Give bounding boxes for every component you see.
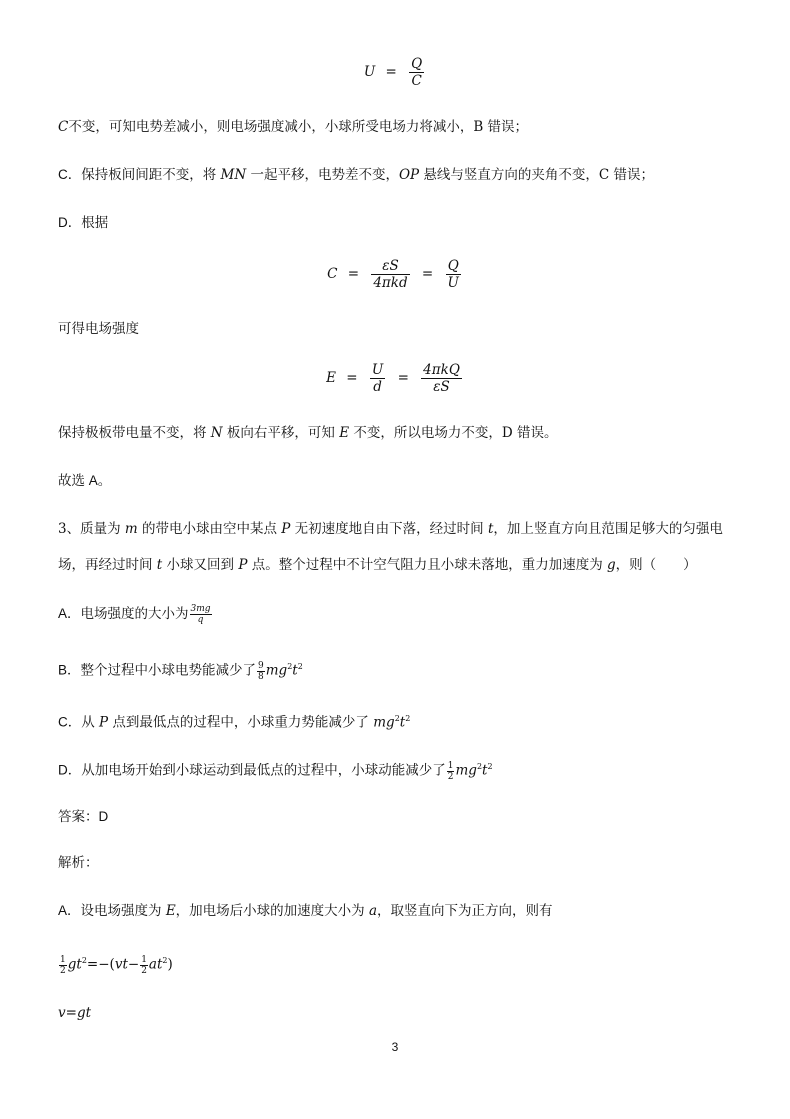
equation-capacitance <box>0 258 790 291</box>
fraction <box>446 258 461 291</box>
var-p: P <box>238 557 248 573</box>
equals-sign: = <box>346 370 358 386</box>
numerator: εS <box>371 258 409 275</box>
text: 的带电小球由空中某点 <box>137 521 282 537</box>
label: C． <box>58 714 82 730</box>
numerator: 1 <box>60 954 66 965</box>
numerator: 1 <box>447 760 454 771</box>
text: ，加电场后小球的加速度大小为 <box>175 903 369 919</box>
question-3-line-1 <box>58 520 723 538</box>
term: mg <box>265 662 288 679</box>
var-c: C <box>58 119 69 135</box>
text: 不变，可知电势差减小，则电场强度减小，小球所受电场力将减小，B 错误； <box>68 119 529 135</box>
label: B． <box>58 662 81 678</box>
var-t: t <box>487 521 494 537</box>
numerator: 3mg <box>190 604 211 614</box>
denominator: 2 <box>447 771 454 782</box>
var-a: a <box>368 903 378 919</box>
var-g: g <box>67 956 77 973</box>
question-3-line-2 <box>58 556 697 574</box>
var-m: m <box>124 521 138 537</box>
operator: =−( <box>86 956 115 973</box>
fraction <box>59 955 67 976</box>
text: 点。整个过程中不计空气阻力且小球未落地，重力加速度为 <box>247 557 608 573</box>
exponent: 2 <box>297 662 303 671</box>
equals-sign: = <box>385 64 397 80</box>
fraction <box>190 604 212 625</box>
analysis-a <box>58 902 553 920</box>
text: ，取竖直向下为正方向，则有 <box>377 903 553 919</box>
label: A． <box>58 903 81 918</box>
label: C． <box>58 167 82 182</box>
paragraph-option-d <box>58 214 108 232</box>
fraction <box>140 955 148 976</box>
eq-lhs: E <box>326 370 336 386</box>
text: 电场强度的大小为 <box>80 606 189 622</box>
denominator: C <box>411 73 422 89</box>
fraction <box>370 362 385 395</box>
text: 3、质量为 <box>58 521 125 537</box>
text: 无初速度地自由下落，经过时间 <box>290 521 488 537</box>
numerator: 9 <box>258 660 264 671</box>
var-e: E <box>339 425 350 441</box>
text: 点到最低点的过程中，小球重力势能减少了 <box>108 714 374 731</box>
exponent: 2 <box>81 956 87 965</box>
text: 保持板间间距不变，将 <box>81 167 221 183</box>
paragraph-keep-charge <box>58 424 557 442</box>
denominator: 8 <box>258 671 264 682</box>
text: 设电场强度为 <box>80 903 166 919</box>
var-t: t <box>482 762 488 779</box>
denominator: 2 <box>141 965 147 976</box>
var-t: t <box>399 714 406 731</box>
exponent: 2 <box>487 762 493 771</box>
var-p: P <box>281 521 291 537</box>
eq-lhs: C <box>327 266 338 282</box>
fraction <box>371 258 409 291</box>
fraction <box>421 362 462 395</box>
equation-displacement <box>58 952 173 976</box>
text: 板向右平移，可知 <box>222 425 340 441</box>
equation-velocity: v=gt <box>58 1005 92 1021</box>
numerator: U <box>371 362 384 378</box>
denominator: 2 <box>60 965 66 976</box>
exponent: 2 <box>476 762 483 771</box>
option-d <box>58 758 493 782</box>
exponent: 2 <box>287 662 293 671</box>
exponent: 2 <box>394 714 400 723</box>
answer: 答案：D <box>58 809 109 824</box>
exponent: 2 <box>162 956 168 965</box>
option-a <box>58 604 213 625</box>
text: ，则（ ） <box>615 557 697 573</box>
text: 小球又回到 <box>162 557 239 573</box>
analysis-heading: 解析： <box>58 855 99 871</box>
fraction <box>447 761 455 782</box>
equals-sign: = <box>397 370 409 386</box>
var-g: g <box>607 557 616 573</box>
denominator: d <box>373 379 382 395</box>
numerator: 4πkQ <box>423 362 460 378</box>
paragraph-choose-a: 故选 A。 <box>58 473 112 488</box>
var-e: E <box>165 903 176 919</box>
option-c <box>58 710 410 732</box>
label: A． <box>58 606 81 621</box>
equation-field <box>0 362 790 395</box>
text: 一起平移，电势差不变， <box>246 167 399 183</box>
denominator: U <box>447 275 459 291</box>
option-b <box>58 658 303 682</box>
numerator: Q <box>411 56 423 72</box>
label: D． <box>58 762 82 778</box>
var-n: N <box>210 425 223 441</box>
text: 从 <box>81 714 100 731</box>
operator: ) <box>167 956 173 973</box>
text: 不变，所以电场力不变，D 错误。 <box>349 425 558 441</box>
numerator: 1 <box>141 954 147 965</box>
denominator: q <box>197 615 204 625</box>
var-mn: MN <box>220 167 247 183</box>
label: D． <box>58 215 82 230</box>
numerator: Q <box>446 258 461 275</box>
term: mg <box>455 762 477 779</box>
equals-sign: = <box>347 266 360 282</box>
var-p: P <box>99 714 109 731</box>
fraction <box>257 661 265 682</box>
exponent: 2 <box>405 714 411 723</box>
text: 从加电场开始到小球运动到最低点的过程中，小球动能减少了 <box>81 762 446 779</box>
text: 根据 <box>81 215 109 231</box>
fraction <box>409 56 424 89</box>
operator: − <box>127 956 140 973</box>
var-t: t <box>76 956 82 973</box>
paragraph-c-unchanged <box>58 118 528 136</box>
term: mg <box>373 714 395 731</box>
text: ，加上竖直方向且范围足够大的匀强电 <box>493 521 723 537</box>
text: 悬线与竖直方向的夹角不变，C 错误； <box>419 167 655 183</box>
var-t: t <box>156 956 163 973</box>
var-a: a <box>148 956 157 973</box>
denominator: εS <box>433 379 450 395</box>
var-vt: vt <box>114 956 128 973</box>
denominator: 4πkd <box>373 275 408 291</box>
eq-lhs: U <box>363 64 376 80</box>
var-t: t <box>156 557 163 573</box>
text: 保持极板带电量不变，将 <box>58 425 211 441</box>
paragraph-option-c <box>58 166 654 184</box>
var-t: t <box>292 662 298 679</box>
text: 场，再经过时间 <box>58 557 157 573</box>
text: 整个过程中小球电势能减少了 <box>80 662 257 679</box>
page-number: 3 <box>391 1040 399 1054</box>
equals-sign: = <box>421 266 434 282</box>
paragraph-field-strength: 可得电场强度 <box>58 321 139 337</box>
equation-u-q-c <box>0 56 790 89</box>
var-op: OP <box>398 167 420 183</box>
